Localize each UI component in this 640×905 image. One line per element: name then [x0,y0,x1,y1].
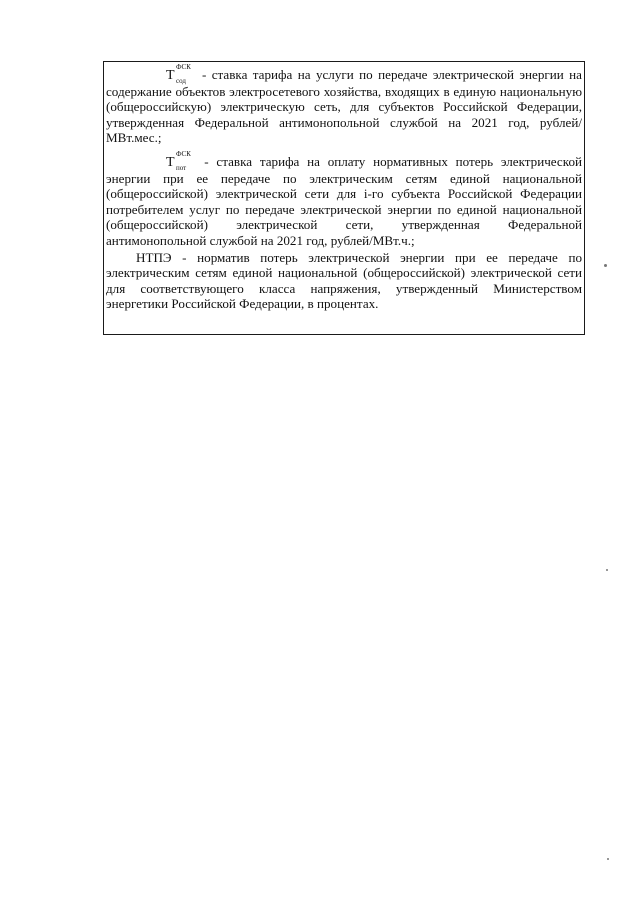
scan-speck [604,264,607,267]
text-frame [103,61,585,335]
paragraph-tariff-losses [106,149,582,249]
tariff-symbol-losses: T ФСК пот [166,149,191,172]
scan-speck [606,569,608,571]
paragraph-text: - ставка тарифа на услуги по передаче электрической энергии на содержание объектов электросетевого хозяйства, входящих в единую национальную (общероссийскую) электрическую сеть, для субъектов Российской Федерации, утвержденная Федеральной антимонопольной службой на 2021 год, рублей/МВт.мес.; [106,67,582,146]
paragraph-loss-norm [106,250,582,312]
paragraph-tariff-maintenance [106,63,582,146]
paragraph-text: - ставка тарифа на оплату нормативных потерь электрической энергии при ее передаче по электрическим сетям единой национальной (общероссийской) электрической сети для i-го субъекта Российской Федерации потребителем услуг по передаче электрической энергии по единой национальной (общероссийской) электрической сети, утвержденная Федеральной антимонопольной службой на 2021 год, рублей/МВт.ч.; [106,153,582,248]
paragraph-text: НТПЭ - норматив потерь электрической энергии при ее передаче по электрическим сетям единой национальной (общероссийской) электрической сети для соответствующего класса напряжения, утвержденный Министерством энергетики Российской Федерации, в процентах. [106,249,582,312]
scan-speck [607,858,609,860]
tariff-symbol-maintenance: T ФСК сод [166,63,191,85]
